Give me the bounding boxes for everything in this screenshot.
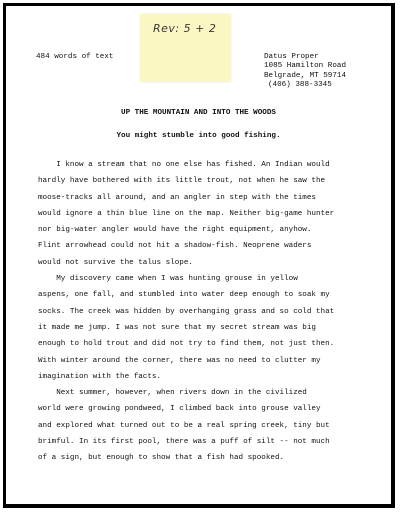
body-line: brimful. In its first pool, there was a puff of silt -- not much xyxy=(38,438,330,447)
body-line: My discovery came when I was hunting grouse in yellow xyxy=(38,275,298,284)
body-line: imagination with the facts. xyxy=(38,372,162,381)
body-line: enough to hold trout and did not try to find them, not just then. xyxy=(38,340,335,349)
word-count: 484 words of text xyxy=(36,53,114,61)
sticky-note-handwriting: Rev: 5 + 2 xyxy=(153,22,217,35)
body-line: would not survive the talus slope. xyxy=(38,258,193,267)
body-line: Flint arrowhead could not hit a shadow-fish. Neoprene waders xyxy=(38,242,312,251)
body-line: would ignore a thin blue line on the map. Neither big-game hunter xyxy=(38,209,335,218)
body-line: and explored what turned out to be a real spring creek, tiny but xyxy=(38,421,330,430)
article-body xyxy=(38,157,368,467)
body-line: socks. The creek was hidden by overhanging grass and so cold that xyxy=(38,307,335,316)
body-line: world were growing pondweed, I climbed back into grouse valley xyxy=(38,405,321,414)
body-line: With winter around the corner, there was no need to clutter my xyxy=(38,356,321,365)
body-line: it made me jump. I was not sure that my secret stream was big xyxy=(38,323,316,332)
body-line: Next summer, however, when rivers down in the civilized xyxy=(38,389,307,398)
article-title: UP THE MOUNTAIN AND INTO THE WOODS xyxy=(121,109,276,117)
manuscript-page xyxy=(6,6,391,504)
body-line: hardly have bothered with its little trout, not when he saw the xyxy=(38,177,326,186)
body-line: nor big-water angler would have the right equipment, anyhow. xyxy=(38,226,312,235)
author-name: Datus Proper xyxy=(264,53,319,61)
body-line: moose-tracks all around, and an angler in step with the times xyxy=(38,193,316,202)
author-address-block xyxy=(264,53,346,90)
phone-number: (406) 388-3345 xyxy=(268,80,332,89)
body-line: I know a stream that no one else has fished. An Indian would xyxy=(38,161,330,169)
body-line: of a sign, but enough to show that a fish had spooked. xyxy=(38,454,285,463)
body-line: aspens, one fall, and stumbled into water deep enough to soak my xyxy=(38,291,330,300)
city-state-zip: Belgrade, MT 59714 xyxy=(264,71,347,80)
sticky-note xyxy=(140,14,231,82)
article-subtitle: You might stumble into good fishing. xyxy=(116,132,281,140)
street-address: 1085 Hamilton Road xyxy=(264,62,347,71)
